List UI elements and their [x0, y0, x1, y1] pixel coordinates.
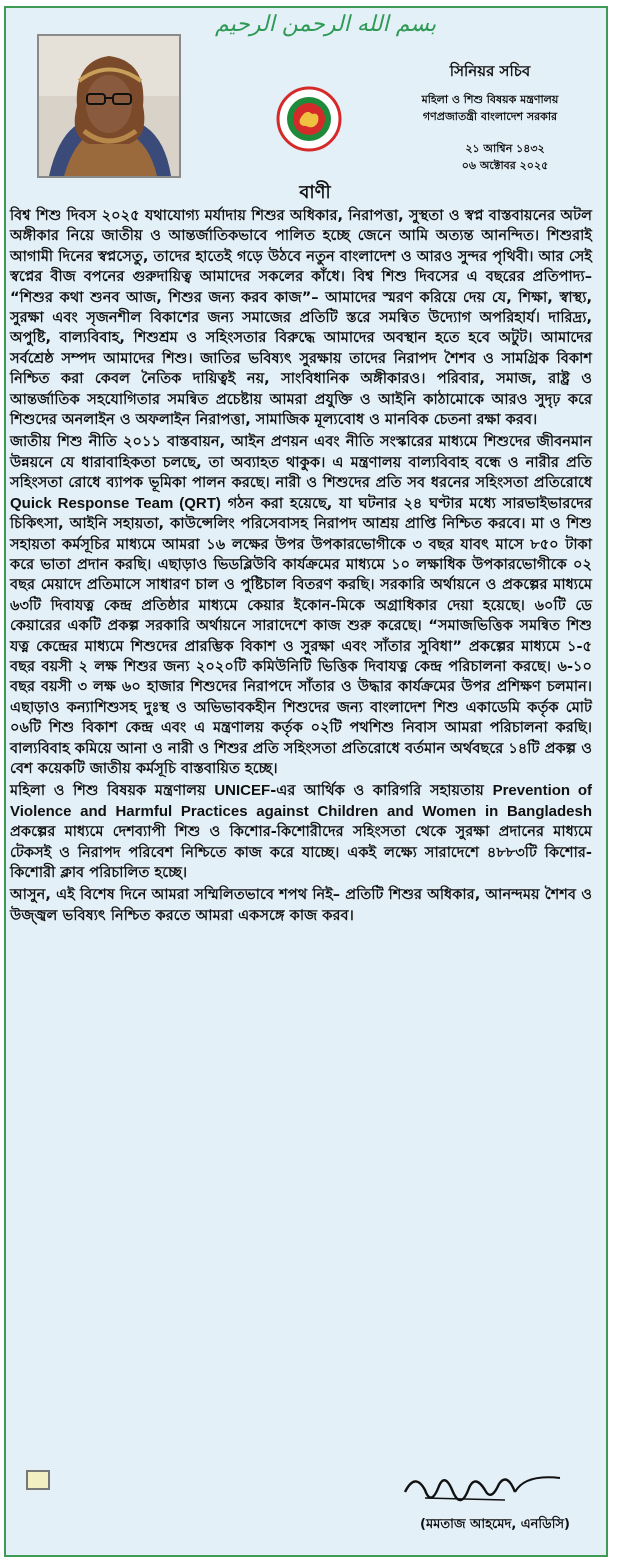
paragraph-2	[10, 432, 592, 779]
paragraph-2-part-b: গঠন করা হয়েছে, যা ঘটনার ২৪ ঘণ্টার মধ্যে সারভাইভারদের চিকিৎসা, আইনি সহায়তা, কাউন্সেলিং পরিসেবাসহ নিরাপদ আশ্রয় প্রাপ্তি নিশ্চিত করবে। মা ও শিশু সহায়তা কর্মসূচির মাধ্যমে আমরা ১৬ লক্ষের উপর উপকারভোগীকে ৩ বছর যাবৎ মাসে ৮৫০ টাকা করে ভাতা প্রদান করছি। এছাড়াও ভিডব্লিউবি কার্যক্রমের মাধ্যমে ১০ লক্ষাধিক উপকারভোগীকে ০২ বছর মেয়াদে প্রতিমাসে সাধারণ চাল ও পুষ্টিচাল বিতরণ করছি। সরকারি অর্থায়নে ও প্রকল্পের মাধ্যমে ৬৩টি দিবাযত্ন কেন্দ্র প্রতিষ্ঠার মাধ্যমে কেয়ার ইকোন-মিকে অগ্রাধিকার দেয়া হয়েছে। ৬০টি ডে কেয়ারের একটি প্রকল্প সরকারি অর্থায়নে সারাদেশে কাজ শুরু করেছে। “সমাজভিত্তিক সমন্বিত শিশু যত্ন কেন্দ্রের মাধ্যমে শিশুদের প্রারম্ভিক বিকাশ ও সুরক্ষা এবং সাঁতার সুবিধা” প্রকল্পের মাধ্যমে ১-৫ বছর বয়সী ২ লক্ষ শিশুর জন্য ২০২০টি কমিউনিটি ভিত্তিক দিবাযত্ন কেন্দ্র পরিচালনা করছে। ৬-১০ বছর বয়সী ৩ লক্ষ ৬০ হাজার শিশুদের নিরাপদে সাঁতার ও উদ্ধার কার্যক্রমের উপর প্রশিক্ষণ চলমান। এছাড়াও কন্যাশিশুসহ দুঃস্থ ও অভিভাবকহীন শিশুদের জন্য বাংলাদেশ শিশু একাডেমি কর্তৃক মোট ০৬টি শিশু বিকাশ কেন্দ্র এবং এ মন্ত্রণালয় কর্তৃক ০২টি পথশিশু নিবাস আমরা পরিচালনা করছি। বাল্যবিবাহ কমিয়ে আনা ও নারী ও শিশুর প্রতি সহিংসতা প্রতিরোধে বর্তমান অর্থবছরে ১৪টি প্রকল্প ও বেশ কয়েকটি জাতীয় কর্মসূচি বাস্তবায়িত হচ্ছে।	[10, 494, 592, 777]
paragraph-2-part-a: জাতীয় শিশু নীতি ২০১১ বাস্তবায়ন, আইন প্রণয়ন এবং নীতি সংস্কারের মাধ্যমে শিশুদের জীবনমান উন্নয়নে যে ধারাবাহিকতা চলছে, তা অব্যাহত থাকুক। এ মন্ত্রণালয় বাল্যবিবাহ বন্ধে ও নারীর প্রতি সহিংসতা রোধে ব্যাপক ভূমিকা পালন করছে। নারী ও শিশুদের প্রতি সব ধরনের সহিংসতা প্রতিরোধে	[10, 433, 592, 492]
message-title: বাণী	[299, 182, 331, 203]
date-bangla: ২১ আশ্বিন ১৪৩২	[465, 142, 545, 155]
paragraph-3-part-b: -এর আর্থিক ও কারিগরি সহায়তায়	[270, 782, 493, 800]
handwritten-signature	[395, 1462, 565, 1517]
paragraph-3-part-c: প্রকল্পের মাধ্যমে দেশব্যাপী শিশু ও কিশোর-কিশোরীদের সহিংসতা থেকে সুরক্ষা প্রদানের মাধ্যমে টেকসই ও নিরাপদ পরিবেশ নিশ্চিতে কাজ করে যাচ্ছে। একই লক্ষ্যে সারাদেশে ৪৮৮৩টি কিশোর-কিশোরী ক্লাব পরিচালিত হচ্ছে।	[10, 823, 592, 881]
project-name: Prevention of Violence and Harmful Practices against Children and Women in Bangladesh	[10, 782, 592, 820]
government-seal	[276, 86, 342, 152]
government-name: গণপ্রজাতন্ত্রী বাংলাদেশ সরকার	[422, 110, 558, 123]
ministry-name: মহিলা ও শিশু বিষয়ক মন্ত্রণালয়	[421, 93, 559, 106]
header-designation-block	[390, 60, 590, 125]
qrt-term: Quick Response Team (QRT)	[10, 494, 221, 512]
adjacent-page-edge	[612, 0, 626, 1565]
date-block	[430, 140, 580, 174]
designation: সিনিয়র সচিব	[449, 62, 531, 80]
signer-name: (মমতাজ আহমেদ, এনডিসি)	[420, 1517, 570, 1532]
message-body	[10, 206, 592, 928]
note-icon	[26, 1470, 50, 1490]
paragraph-3-part-a: মহিলা ও শিশু বিষয়ক মন্ত্রণালয়	[10, 782, 215, 800]
paragraph-4: আসুন, এই বিশেষ দিনে আমরা সম্মিলিতভাবে শপথ নিই– প্রতিটি শিশুর অধিকার, আনন্দময় শৈশব ও উজ্জ্বল ভবিষ্যৎ নিশ্চিত করতে আমরা একসঙ্গে কাজ করব।	[10, 886, 592, 924]
portrait-photo	[37, 34, 181, 178]
paragraph-1: বিশ্ব শিশু দিবস ২০২৫ যথাযোগ্য মর্যাদায় শিশুর অধিকার, নিরাপত্তা, সুস্থতা ও স্বপ্ন বাস্তবায়নের অটল অঙ্গীকার নিয়ে জাতীয় ও আন্তর্জাতিকভাবে পালিত হচ্ছে জেনে আমি অত্যন্ত আনন্দিত। শিশুরাই আগামী দিনের স্বপ্নসেতু, তাদের হাতেই গড়ে উঠবে নতুন বাংলাদেশ ও আরও সুন্দর পৃথিবী। আর সেই স্বপ্নের বীজ বপনের গুরুদায়িত্ব আমাদের সকলের কাঁধে। বিশ্ব শিশু দিবসের এ বছরের প্রতিপাদ্য– “শিশুর কথা শুনব আজ, শিশুর জন্য করব কাজ”– আমাদের স্মরণ করিয়ে দেয় যে, শিক্ষা, স্বাস্থ্য, সুরক্ষা এবং সৃজনশীল বিকাশের জন্য সমাজের প্রতিটি স্তরে সমন্বিত উদ্যোগ অপরিহার্য। দারিদ্র্য, অপুষ্টি, বাল্যবিবাহ, শিশুশ্রম ও সহিংসতার বিরুদ্ধে আমাদের অবস্থান হতে হবে অটুট। আমাদের সর্বশ্রেষ্ঠ সম্পদ আমাদের শিশু। জাতির ভবিষ্যৎ সুরক্ষায় তাদের নিরাপদ শৈশব ও সামগ্রিক বিকাশ নিশ্চিত করা কেবল নৈতিক দায়িত্বই নয়, সাংবিধানিক অঙ্গীকারও। পরিবার, সমাজ, রাষ্ট্র ও আন্তর্জাতিক সহযোগিতার সমন্বিত প্রচেষ্টায় আমরা প্রযুক্তি ও আইনি কাঠামোকে আরও সুদৃঢ় করে শিশুদের অনলাইন ও অফলাইন নিরাপত্তা, সামাজিক মূল্যবোধ ও মানবিক চেতনা রক্ষা করব।	[10, 207, 592, 429]
date-gregorian: ০৬ অক্টোবর ২০২৫	[461, 159, 549, 172]
bismillah-calligraphy: بسم الله الرحمن الرحيم	[215, 12, 437, 37]
portrait-illustration	[39, 36, 179, 176]
paragraph-3	[10, 781, 592, 883]
unicef-term: UNICEF	[214, 782, 271, 800]
